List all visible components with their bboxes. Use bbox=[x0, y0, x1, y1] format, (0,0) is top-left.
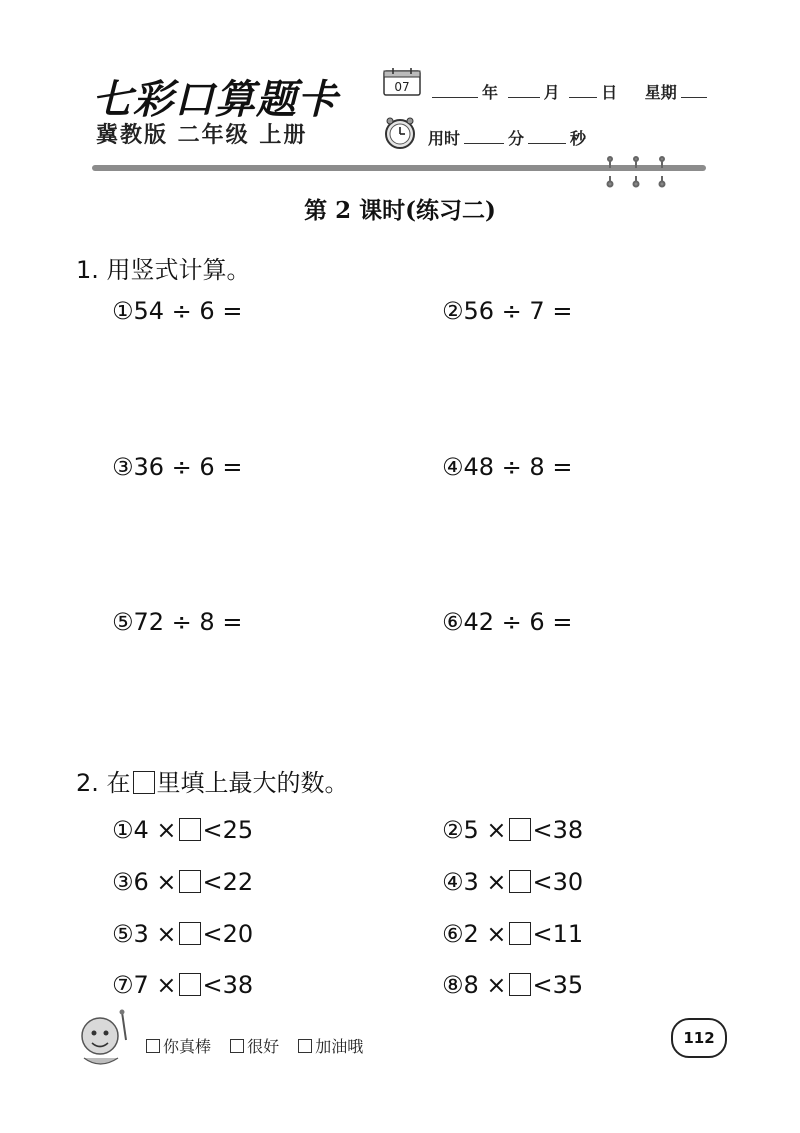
q2-item-suffix: <38 bbox=[202, 971, 254, 999]
answer-box[interactable] bbox=[509, 973, 531, 996]
q2-item-prefix: ⑦7 × bbox=[112, 971, 177, 999]
page-number-badge: 112 bbox=[671, 1018, 727, 1058]
time-prefix-label: 用时 bbox=[428, 129, 461, 148]
q1-item-2: ②56 ÷ 7 = bbox=[442, 297, 573, 325]
q2-item-suffix: <30 bbox=[532, 868, 584, 896]
cartoon-mascot-icon bbox=[70, 1006, 136, 1072]
evaluation-options bbox=[146, 1034, 377, 1057]
q2-item-prefix: ④3 × bbox=[442, 868, 507, 896]
question2-title-prefix: 2. 在 bbox=[76, 769, 131, 797]
q2-item-2 bbox=[442, 816, 583, 844]
day-blank[interactable] bbox=[569, 83, 597, 98]
answer-box[interactable] bbox=[179, 818, 201, 841]
option-good[interactable] bbox=[230, 1037, 279, 1056]
calendar-day-text: 07 bbox=[394, 80, 410, 94]
minutes-label: 分 bbox=[508, 129, 525, 148]
checkbox-good[interactable] bbox=[230, 1039, 244, 1053]
month-blank[interactable] bbox=[508, 83, 540, 98]
question1-title: 1. 用竖式计算。 bbox=[76, 256, 251, 284]
q2-item-7 bbox=[112, 971, 253, 999]
weekday-label: 星期 bbox=[644, 83, 677, 102]
date-row bbox=[428, 80, 711, 103]
option-keep-going-label: 加油哦 bbox=[315, 1037, 364, 1056]
q1-item-4: ④48 ÷ 8 = bbox=[442, 453, 573, 481]
seconds-label: 秒 bbox=[570, 129, 587, 148]
checkbox-great[interactable] bbox=[146, 1039, 160, 1053]
option-keep-going[interactable] bbox=[298, 1037, 363, 1056]
q2-item-prefix: ⑥2 × bbox=[442, 920, 507, 948]
q2-item-suffix: <11 bbox=[532, 920, 584, 948]
q2-item-suffix: <20 bbox=[202, 920, 254, 948]
answer-box[interactable] bbox=[179, 973, 201, 996]
option-great-label: 你真棒 bbox=[163, 1037, 212, 1056]
q1-item-6: ⑥42 ÷ 6 = bbox=[442, 608, 573, 636]
minutes-blank[interactable] bbox=[464, 129, 504, 144]
clock-icon bbox=[383, 116, 417, 150]
edition-label: 冀教版 二年级 上册 bbox=[96, 123, 308, 148]
q2-item-6 bbox=[442, 920, 583, 948]
q2-item-1 bbox=[112, 816, 253, 844]
seconds-blank[interactable] bbox=[528, 129, 566, 144]
year-label: 年 bbox=[482, 83, 499, 102]
q2-item-prefix: ③6 × bbox=[112, 868, 177, 896]
q2-item-suffix: <25 bbox=[202, 816, 254, 844]
option-great[interactable] bbox=[146, 1037, 211, 1056]
time-row bbox=[428, 126, 586, 149]
q2-item-prefix: ⑧8 × bbox=[442, 971, 507, 999]
q1-item-3: ③36 ÷ 6 = bbox=[112, 453, 243, 481]
answer-box[interactable] bbox=[509, 922, 531, 945]
month-label: 月 bbox=[543, 83, 560, 102]
question2-title bbox=[76, 763, 349, 798]
q2-item-3 bbox=[112, 868, 253, 896]
q2-item-4 bbox=[442, 868, 583, 896]
weekday-blank[interactable] bbox=[681, 83, 707, 98]
q1-item-1: ①54 ÷ 6 = bbox=[112, 297, 243, 325]
calendar-icon bbox=[383, 68, 421, 96]
answer-box[interactable] bbox=[179, 870, 201, 893]
checkbox-keep-going[interactable] bbox=[298, 1039, 312, 1053]
q1-item-5: ⑤72 ÷ 8 = bbox=[112, 608, 243, 636]
q2-item-prefix: ①4 × bbox=[112, 816, 177, 844]
answer-box[interactable] bbox=[179, 922, 201, 945]
q2-item-prefix: ⑤3 × bbox=[112, 920, 177, 948]
option-good-label: 很好 bbox=[247, 1037, 280, 1056]
answer-box[interactable] bbox=[509, 870, 531, 893]
q2-item-5 bbox=[112, 920, 253, 948]
answer-box[interactable] bbox=[509, 818, 531, 841]
binder-rings-icon bbox=[600, 156, 680, 188]
question2-title-suffix: 里填上最大的数。 bbox=[156, 769, 349, 797]
q2-item-suffix: <22 bbox=[202, 868, 254, 896]
q2-item-suffix: <35 bbox=[532, 971, 584, 999]
q2-item-prefix: ②5 × bbox=[442, 816, 507, 844]
year-blank[interactable] bbox=[432, 83, 478, 98]
lesson-title: 第 2 课时(练习二) bbox=[304, 197, 496, 224]
day-label: 日 bbox=[601, 83, 618, 102]
answer-box-sample bbox=[133, 771, 155, 794]
q2-item-8 bbox=[442, 971, 583, 999]
brand-title: 七彩口算题卡 bbox=[92, 76, 338, 123]
q2-item-suffix: <38 bbox=[532, 816, 584, 844]
